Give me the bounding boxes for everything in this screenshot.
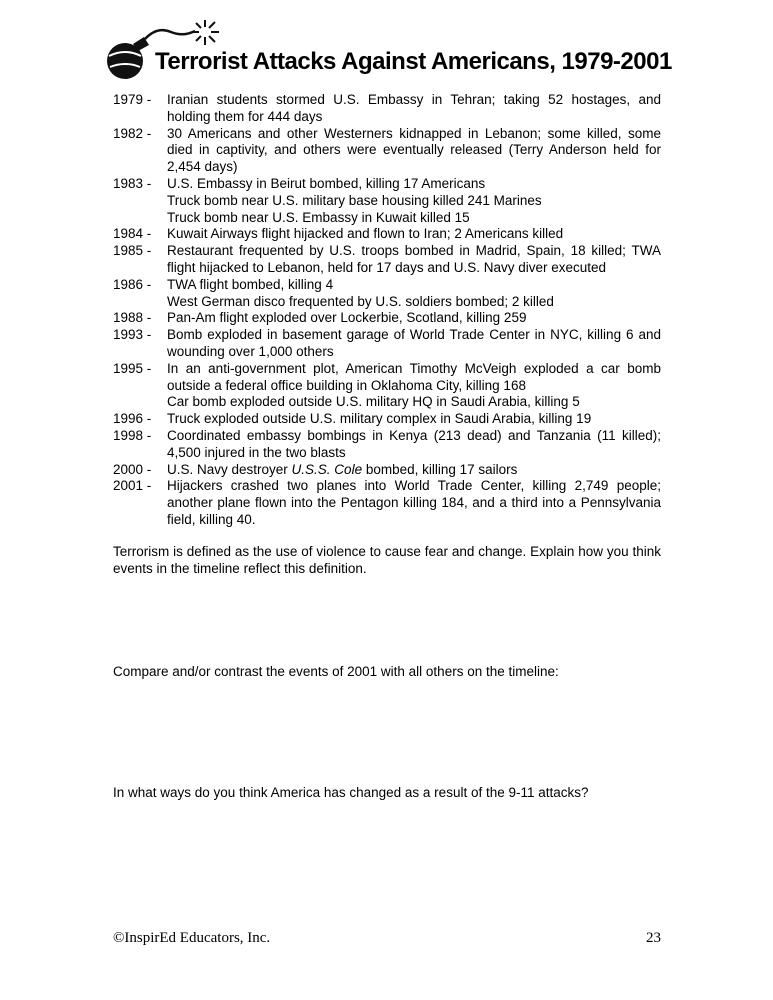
timeline-event: Truck bomb near U.S. Embassy in Kuwait killed 15	[167, 209, 470, 225]
timeline-year: 1995 -	[113, 360, 152, 376]
page-number: 23	[646, 930, 661, 946]
timeline-year: 1979 -	[113, 92, 152, 107]
timeline-year: 1985 -	[113, 243, 152, 259]
timeline-events	[167, 92, 661, 126]
timeline-entry-1986	[113, 277, 661, 311]
timeline-entry-1982	[113, 126, 661, 176]
timeline-entry-1995	[113, 361, 661, 411]
timeline-year: 1986 -	[113, 276, 152, 292]
timeline-year: 1998 -	[113, 427, 152, 443]
timeline-entry-1998	[113, 428, 661, 462]
event-text: U.S. Navy destroyer	[167, 461, 292, 477]
timeline-year: 1982 -	[113, 125, 152, 141]
timeline-event: Iranian students stormed U.S. Embassy in Tehran; taking 52 hostages, and holding them for 444 days	[167, 92, 661, 124]
timeline-event: Car bomb exploded outside U.S. military HQ in Saudi Arabia, killing 5	[167, 394, 580, 410]
timeline-entry-1983	[113, 176, 661, 226]
timeline-entry-1993	[113, 327, 661, 361]
bomb-icon	[101, 18, 233, 84]
timeline-events	[167, 327, 661, 361]
timeline-entry-2001	[113, 478, 661, 528]
page-header	[113, 26, 672, 90]
timeline-events	[167, 361, 661, 411]
timeline-event: 30 Americans and other Westerners kidnapped in Lebanon; some killed, some died in captivity, and others were eventually released (Terry Anderson held for 2,454 days)	[167, 125, 661, 175]
question-definition: Terrorism is defined as the use of violence to cause fear and change. Explain how you think events in the timeline reflect this definition.	[113, 543, 661, 576]
event-text: bombed, killing 17 sailors	[362, 461, 518, 477]
timeline-event: TWA flight bombed, killing 4	[167, 276, 334, 292]
timeline-events	[167, 176, 661, 226]
page-title: Terrorist Attacks Against Americans, 1979-2001	[155, 48, 672, 75]
timeline-event: Hijackers crashed two planes into World Trade Center, killing 2,749 people; another plane flown into the Pentagon killing 184, and a third into a Pennsylvania field, killing 40.	[167, 478, 661, 527]
timeline-events	[167, 478, 661, 528]
timeline-events	[167, 462, 661, 479]
timeline-events	[167, 310, 661, 327]
timeline-list	[113, 92, 661, 529]
timeline-event: Truck bomb near U.S. military base housing killed 241 Marines	[167, 192, 542, 208]
timeline-events	[167, 126, 661, 176]
timeline-event: In an anti-government plot, American Timothy McVeigh exploded a car bomb outside a federal office building in Oklahoma City, killing 168	[167, 360, 661, 393]
timeline-events	[167, 411, 661, 428]
timeline-events	[167, 428, 661, 462]
timeline-entry-1984	[113, 226, 661, 243]
timeline-year: 2001 -	[113, 478, 152, 494]
timeline-events	[167, 277, 661, 311]
timeline-event: West German disco frequented by U.S. soldiers bombed; 2 killed	[167, 293, 554, 309]
timeline-event: Restaurant frequented by U.S. troops bombed in Madrid, Spain, 18 killed; TWA flight hijacked to Lebanon, held for 17 days and U.S. Navy diver executed	[167, 243, 661, 275]
timeline-entry-1985	[113, 243, 661, 277]
timeline-event: Truck exploded outside U.S. military complex in Saudi Arabia, killing 19	[167, 411, 592, 427]
timeline-entry-1979	[113, 92, 661, 126]
publisher-credit: ©InspirEd Educators, Inc.	[113, 930, 271, 946]
timeline-event: Kuwait Airways flight hijacked and flown to Iran; 2 Americans killed	[167, 226, 564, 242]
timeline-events	[167, 226, 661, 243]
timeline-events	[167, 243, 661, 277]
timeline-year: 1984 -	[113, 226, 152, 242]
question-change: In what ways do you think America has changed as a result of the 9-11 attacks?	[113, 784, 589, 800]
page-footer	[113, 930, 661, 947]
timeline-event: Pan-Am flight exploded over Lockerbie, Scotland, killing 259	[167, 310, 527, 326]
timeline-event: Coordinated embassy bombings in Kenya (213 dead) and Tanzania (11 killed); 4,500 injured in the two blasts	[167, 427, 661, 460]
timeline-year: 1988 -	[113, 310, 152, 326]
question-compare: Compare and/or contrast the events of 2001 with all others on the timeline:	[113, 663, 559, 679]
timeline-event	[167, 462, 661, 479]
spark-icon	[192, 20, 219, 45]
timeline-entry-1996	[113, 411, 661, 428]
timeline-year: 1983 -	[113, 175, 152, 191]
timeline-year: 1996 -	[113, 411, 152, 427]
timeline-year: 1993 -	[113, 327, 152, 343]
timeline-entry-2000	[113, 462, 661, 479]
timeline-year: 2000 -	[113, 461, 152, 477]
ship-name-italic: U.S.S. Cole	[291, 461, 363, 477]
timeline-entry-1988	[113, 310, 661, 327]
timeline-event: U.S. Embassy in Beirut bombed, killing 17 Americans	[167, 175, 486, 191]
timeline-event: Bomb exploded in basement garage of World Trade Center in NYC, killing 6 and wounding over 1,000 others	[167, 327, 661, 359]
